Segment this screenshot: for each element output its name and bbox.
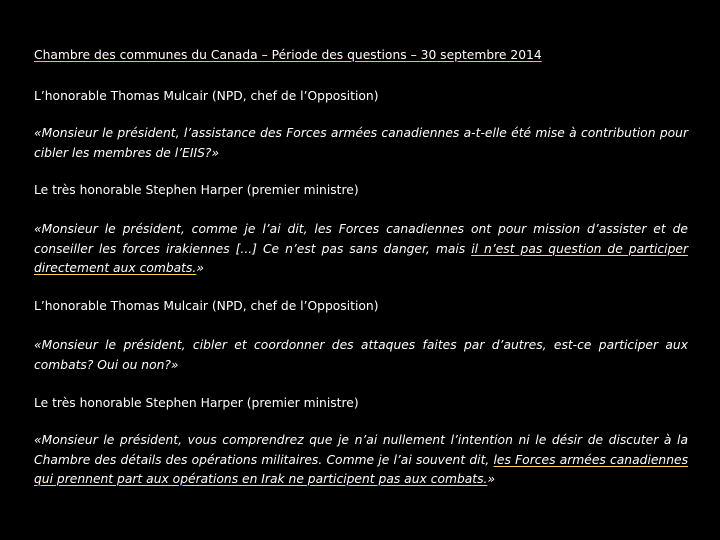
speaker-harper-2: Le très honorable Stephen Harper (premier ministre)	[34, 396, 359, 410]
quote-text: «Monsieur le président, vous comprendrez que je n’ai nullement l’intention ni le désir de discuter à la Chambre des détails des opérations militaires. Comme je l’ai souvent dit,	[34, 433, 688, 467]
header-text: Chambre des communes du Canada – Période des questions – 30 septembre 2014	[34, 48, 542, 62]
quote-harper-1	[34, 220, 688, 279]
quote-mulcair-2	[34, 336, 688, 375]
quote-mulcair-1	[34, 124, 688, 163]
highlighted-quote-text: les Forces armées canadiennes qui prennent part aux opérations en Irak ne participent pas aux combats.	[34, 452, 688, 486]
speaker-harper-1: Le très honorable Stephen Harper (premier ministre)	[34, 183, 359, 197]
quote-closing: »	[196, 261, 204, 275]
speaker-mulcair-1: L’honorable Thomas Mulcair (NPD, chef de l’Opposition)	[34, 89, 379, 103]
speaker-mulcair-2: L’honorable Thomas Mulcair (NPD, chef de l’Opposition)	[34, 299, 379, 313]
quote-text: «Monsieur le président, cibler et coordonner des attaques faites par d’autres, est-ce participer aux combats? Oui ou non?»	[34, 338, 688, 372]
quote-harper-2	[34, 431, 688, 490]
quote-text: «Monsieur le président, l’assistance des Forces armées canadiennes a-t-elle été mise à contribution pour cibler les membres de l’EIIS?»	[34, 126, 688, 160]
document-header	[34, 47, 688, 63]
highlighted-quote-text: il n’est pas question de participer directement aux combats.	[34, 241, 689, 275]
quote-text: «Monsieur le président, comme je l’ai dit, les Forces canadiennes ont pour mission d’assister et de conseiller les forces irakiennes [...] Ce n’est pas sans danger, mais	[34, 222, 688, 256]
quote-closing: »	[487, 472, 496, 486]
